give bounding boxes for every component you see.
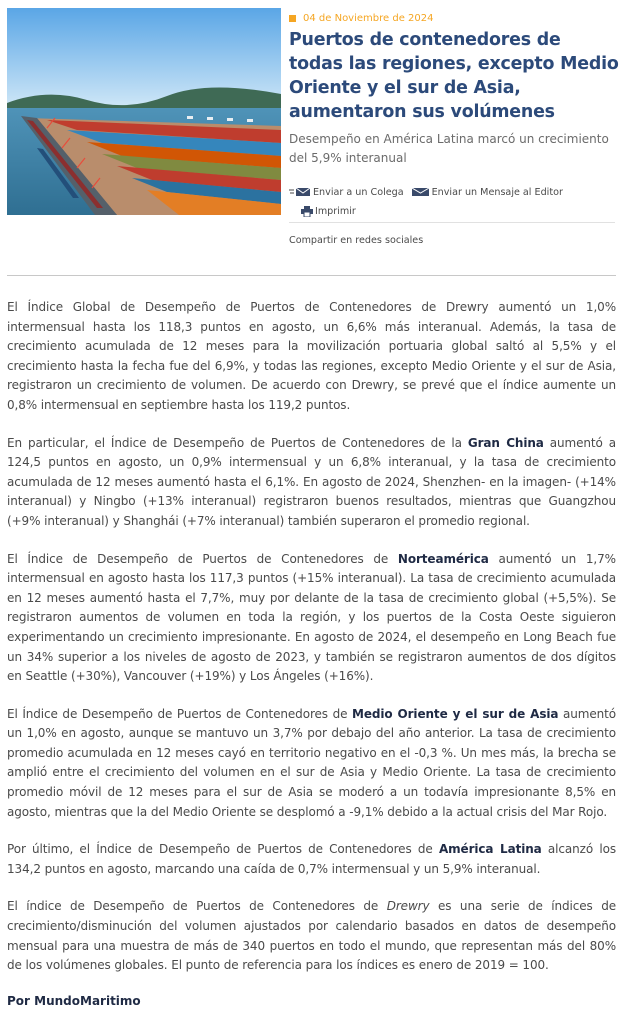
send-colleague-link[interactable] — [289, 187, 404, 198]
article-title: Puertos de contenedores de todas las regiones, excepto Medio Oriente y el sur de Asia, aumentaron sus volúmenes — [289, 30, 619, 122]
share-social-link[interactable]: Compartir en redes sociales — [289, 235, 424, 246]
article-image — [7, 8, 281, 215]
printer-icon — [301, 206, 313, 217]
print-label: Imprimir — [315, 205, 356, 217]
highlight-region: Gran China — [467, 435, 544, 450]
mail-icon — [412, 187, 430, 197]
publish-date: 04 de Noviembre de 2024 — [303, 12, 434, 24]
paragraph: El Índice Global de Desempeño de Puertos de Contenedores de Drewry aumentó un 1,0% intermensual hasta los 118,3 puntos en agosto, un 6,6% más interanual. Además, la tasa de crecimiento acumulada de 12 meses para la movilización portuaria global saltó al 5,5% y el crecimiento hasta la fecha fue del 6,9%, y todas las regiones, excepto Medio Oriente y el sur de Asia, registraron un crecimiento de volumen. De acuerdo con Drewry, se prevé que el índice aumente un 0,8% intermensual en septiembre hasta los 119,2 puntos. — [7, 300, 616, 412]
port-aerial-photo-icon — [7, 8, 281, 215]
send-editor-label: Enviar un Mensaje al Editor — [431, 186, 563, 198]
article-actions — [289, 184, 615, 219]
date-row — [289, 10, 619, 26]
print-link[interactable] — [301, 206, 356, 217]
send-editor-link[interactable] — [412, 187, 563, 198]
article-body — [7, 298, 616, 1008]
send-mail-icon — [289, 187, 311, 197]
highlight-region: Norteamérica — [397, 551, 489, 566]
byline: Por MundoMaritimo — [7, 993, 141, 1008]
paragraph: El índice de Desempeño de Puertos de Contenedores de Drewry es una serie de índices de crecimiento/disminución del volumen ajustados por calendario basados en datos de desempeño mensual para una muestra de más de 340 puertos en todo el mundo, que representan más del 80% de los volúmenes globales. El punto de referencia para los índices es enero de 2019 = 100. — [7, 899, 617, 973]
paragraph: Por último, el Índice de Desempeño de Puertos de Contenedores de América Latina alcanzó los 134,2 puntos en agosto, marcando una caída de 0,7% intermensual y un 5,9% interanual. — [7, 842, 616, 876]
divider — [289, 222, 615, 223]
paragraph: En particular, el Índice de Desempeño de Puertos de Contenedores de la Gran China aumentó a 124,5 puntos en agosto, un 0,9% intermensual y un 6,8% interanual, y la tasa de crecimiento acumulada de 12 meses aumentó hasta el 6,1%. En agosto de 2024, Shenzhen- en la imagen- (+14% interanual) y Ningbo (+13% interanual) registraron buenos resultados, mientras que Guangzhou (+9% interanual) y Shanghái (+7% interanual) también superaron el promedio regional. — [7, 435, 616, 528]
article-header — [289, 10, 619, 168]
highlight-region: Medio Oriente y el sur de Asia — [352, 706, 559, 721]
divider — [7, 275, 616, 276]
paragraph: El Índice de Desempeño de Puertos de Contenedores de Medio Oriente y el sur de Asia aumentó un 1,0% en agosto, aunque se mantuvo un 3,7% por debajo del año anterior. La tasa de crecimiento promedio acumulada en 12 meses cayó en territorio negativo en el -0,3 %. Un mes más, la brecha se amplió entre el crecimiento del volumen en el sur de Asia y Medio Oriente. La tasa de crecimiento promedio móvil de 12 meses para el sur de Asia se moderó a un todavía impresionante 8,5% en agosto, mientras que la del Medio Oriente se desplomó a -9,1% debido a la actual crisis del Mar Rojo. — [7, 706, 616, 819]
date-bullet-icon — [289, 15, 296, 22]
paragraph: El Índice de Desempeño de Puertos de Contenedores de Norteamérica aumentó un 1,7% intermensual en agosto hasta los 117,3 puntos (+15% interanual). La tasa de crecimiento acumulada en 12 meses aumentó hasta el 7,7%, muy por delante de la tasa de crecimiento global (+5,5%). Se registraron aumentos de volumen en toda la región, y los puertos de la Costa Oeste siguieron experimentando un crecimiento impresionante. En agosto de 2024, el desempeño en Long Beach fue un 34% superior a los niveles de agosto de 2023, y también se registraron aumentos de dos dígitos en Seattle (+30%), Vancouver (+19%) y Los Ángeles (+16%). — [7, 551, 616, 684]
highlight-region: América Latina — [438, 842, 542, 857]
emphasis-drewry: Drewry — [386, 899, 430, 914]
send-colleague-label: Enviar a un Colega — [313, 186, 404, 198]
article-subtitle: Desempeño en América Latina marcó un crecimiento del 5,9% interanual — [289, 132, 609, 165]
